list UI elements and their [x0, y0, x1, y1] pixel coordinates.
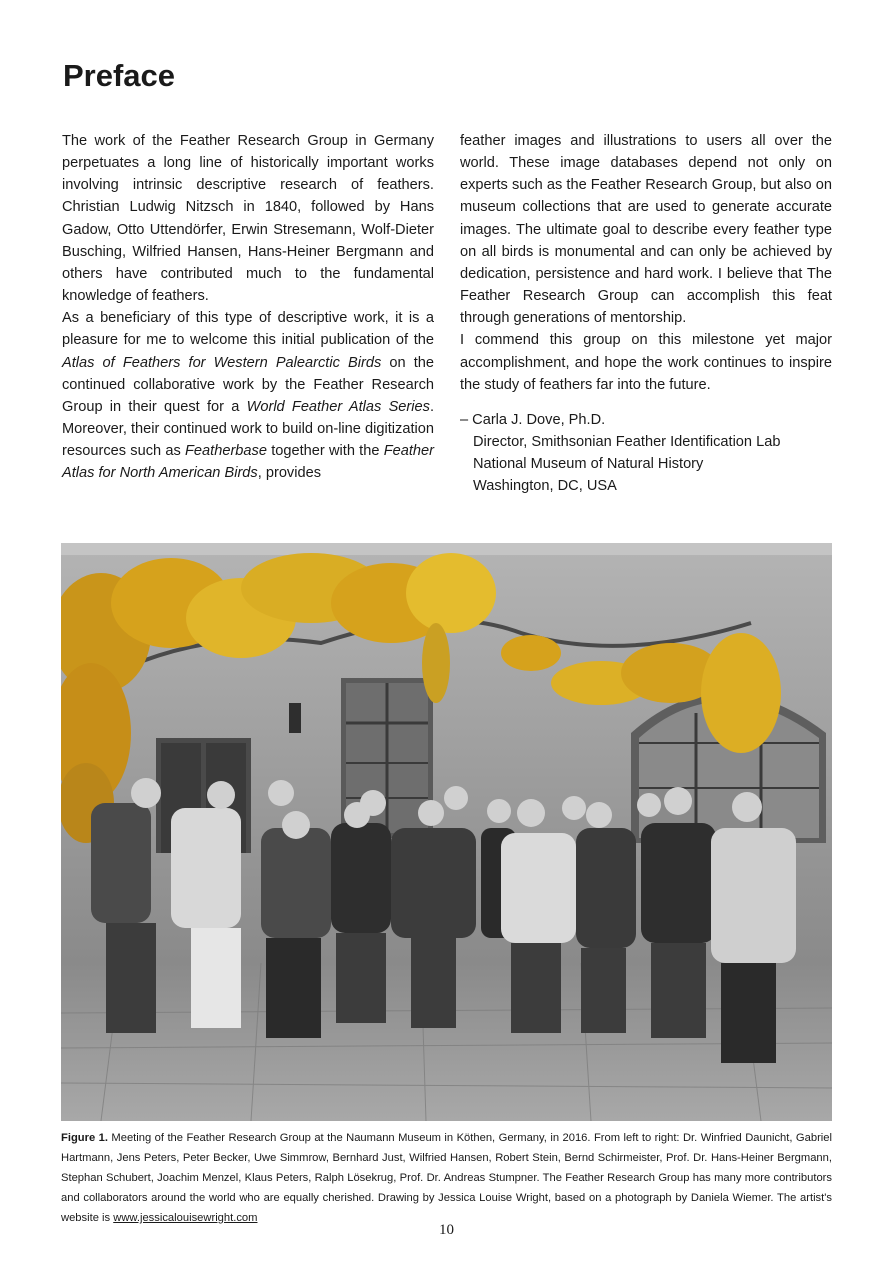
- figure-caption: [61, 1128, 832, 1228]
- book-title: Atlas of Feathers for Western Palearctic Birds: [62, 354, 382, 371]
- book-title: Feather Atlas for North American Birds: [62, 443, 434, 482]
- paragraph: I commend this group on this milestone yet major accomplishment, and hope the work continues to inspire the study of feathers far into the future.: [460, 332, 832, 393]
- paragraph: The work of the Feather Research Group in Germany perpetuates a long line of historically important works involving intrinsic descriptive research of feathers. Christian Ludwig Nitzsch in 1840, followed by Hans Gadow, Otto Uttendörfer, Erwin Stresemann, Wolf-Dieter Busching, Wilfried Hansen, Hans-Heiner Bergmann and others have contributed much to the fundamental knowledge of feathers.: [62, 133, 434, 305]
- signature-name: – Carla J. Dove, Ph.D.: [460, 411, 606, 428]
- figure-label: Figure 1.: [61, 1132, 108, 1144]
- group-photo: [61, 543, 832, 1121]
- caption-text: Meeting of the Feather Research Group at the Naumann Museum in Köthen, Germany, in 2016. From left to right: Dr. Winfried Daunicht, Gabriel Hartmann, Jens Peters, Peter Becker, Uwe Simmrow, Bernhard Just, Wilfried Hansen, Robert Stein, Bernd Schirmeister, Prof. Dr. Hans-Heiner Bergmann, Stephan Schubert, Joachim Menzel, Klaus Peters, Ralph Lösekrug, Prof. Dr. Andreas Stumpner. The Feather Research Group has many more contributors and collaborators around the world who are equally cherished. Drawing by Jessica Louise Wright, based on a photograph by Daniela Wiemer. The artist's website is: [61, 1132, 832, 1224]
- artist-website-link[interactable]: www.jessicalouisewright.com: [113, 1212, 258, 1224]
- signature-title: Director, Smithsonian Feather Identification Lab: [473, 434, 781, 451]
- page-number: 10: [439, 1222, 454, 1238]
- left-text-column: [62, 130, 434, 485]
- signature-org: National Museum of Natural History: [473, 456, 704, 473]
- paragraph: feather images and illustrations to users all over the world. These image databases depend not only on experts such as the Feather Research Group, but also on museum collections that are used to generate accurate images. The ultimate goal to describe every feather type on all birds is monumental and can only be achieved by dedication, persistence and hard work. I believe that The Feather Research Group can accomplish this feat through generations of mentorship.: [460, 133, 832, 327]
- paragraph: As a beneficiary of this type of descriptive work, it is a pleasure for me to welcome this initial publication of the Atlas of Feathers for Western Palearctic Birds on the continued collaborative work by the Feather Research Group in their quest for a World Feather Atlas Series. Moreover, their continued work to build on-line digitization resources such as Featherbase together with the Feather Atlas for North American Birds, provides: [62, 310, 434, 482]
- right-text-column: [460, 130, 832, 498]
- series-title: World Feather Atlas Series: [246, 398, 430, 415]
- signature-place: Washington, DC, USA: [473, 478, 617, 495]
- resource-title: Featherbase: [185, 443, 267, 460]
- page-title: Preface: [63, 58, 176, 93]
- wall-lamp: [289, 703, 301, 733]
